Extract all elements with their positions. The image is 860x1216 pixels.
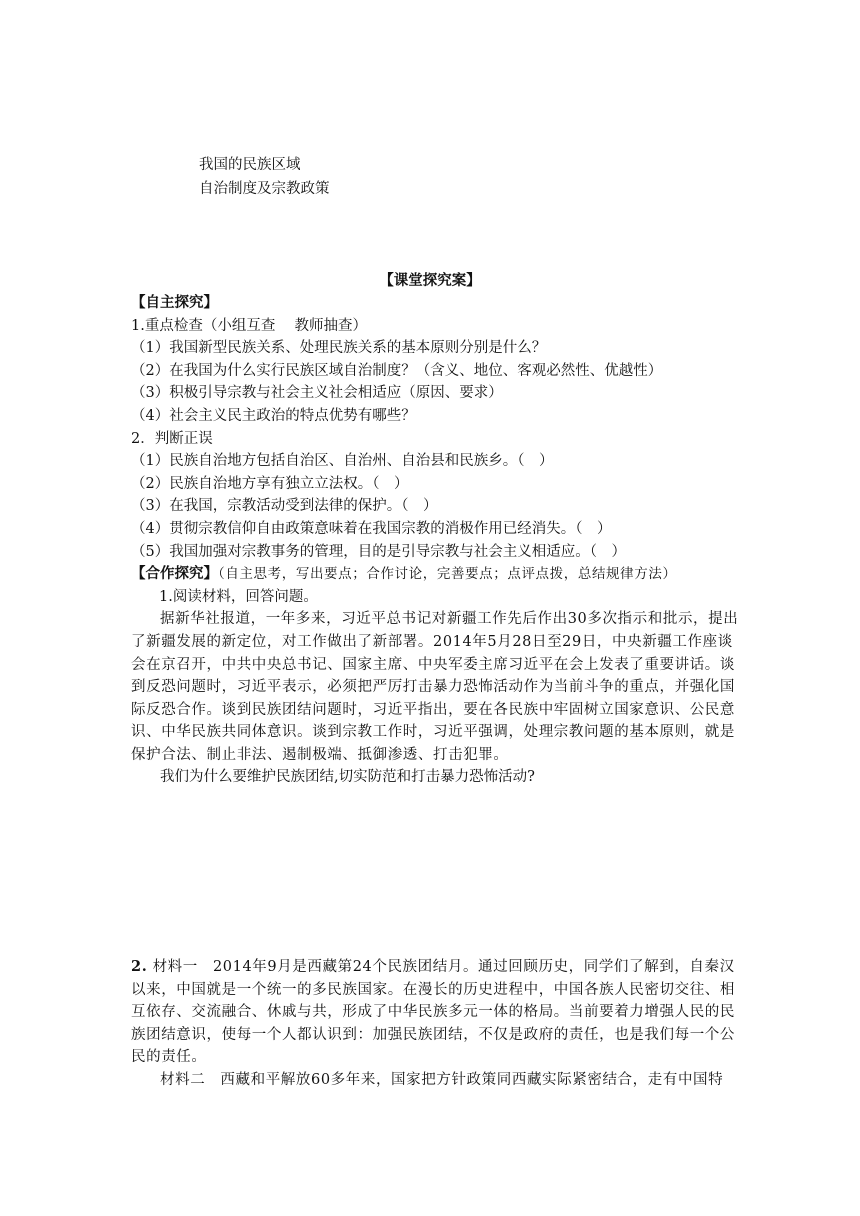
title-line-1: 我国的民族区域 (199, 157, 301, 173)
q1-item: （1）我国新型民族关系、处理民族关系的基本原则分别是什么？ (131, 340, 547, 357)
q1-item: （2）在我国为什么实行民族区域自治制度？（含义、地位、客观必然性、优越性） (131, 362, 663, 379)
coop-heading: 【合作探究】 (131, 565, 218, 583)
coop-item2-material2: 材料二 西藏和平解放60多年来，国家把方针政策同西藏实际紧密结合，走有中国特 (160, 1071, 724, 1088)
q2-item: （4）贯彻宗教信仰自由政策意味着在我国宗教的消极作用已经消失。（ ） (131, 520, 612, 537)
q1-heading: 1.重点检查（小组互查 教师抽查） (131, 317, 367, 334)
coop-item1-material: 据新华社报道，一年多来，习近平总书记对新疆工作先后作出30多次指示和批示，提出了新疆发展的新定位，对工作做出了新部署。2014年5月28日至29日，中央新疆工作座谈会在京召开，中共中央总书记、国家主席、中央军委主席习近平在会上发表了重要讲话。谈到反恐问题时，习近平表示，必须把严厉打击暴力恐怖活动作为当前斗争的重点，并强化国际反恐合作。谈到民族团结问题时，习近平指出，要在各民族中牢固树立国家意识、公民意识、中华民族共同体意识。谈到宗教工作时，习近平强调，处理宗教问题的基本原则，就是保护合法、制止非法、遏制极端、抵御渗透、打击犯罪。 (131, 611, 739, 763)
q2-item: （2）民族自治地方享有独立立法权。（ ） (131, 475, 409, 492)
self-study-heading: 【自主探究】 (131, 294, 218, 311)
coop-item1-question: 我们为什么要维护民族团结,切实防范和打击暴力恐怖活动? (160, 769, 535, 786)
coop-heading-line (131, 563, 741, 586)
coop-item1-label: 1.阅读材料，回答问题。 (159, 588, 318, 605)
class-section-heading: 【课堂探究案】 (379, 272, 481, 289)
coop-item2-material1-text: 材料一 2014年9月是西藏第24个民族团结月。通过回顾历史，同学们了解到，自秦汉以来，中国就是一个统一的多民族国家。在漫长的历史进程中，中国各族人民密切交往、相互依存、交流融合、休戚与共，形成了中华民族多元一体的格局。当前要着力增强人民的民族团结意识，使每一个人都认识到：加强民族团结，不仅是政府的责任，也是我们每一个公民的责任。 (131, 959, 735, 1066)
coop-heading-note: （自主思考，写出要点；合作讨论，完善要点；点评点拨，总结规律方法） (218, 566, 677, 583)
q2-heading: 2．判断正误 (131, 430, 213, 447)
q1-item: （4）社会主义民主政治的特点优势有哪些？ (131, 407, 416, 424)
coop-item2-label: 2. (131, 958, 148, 975)
q2-item: （1）民族自治地方包括自治区、自治州、自治县和民族乡。（ ） (131, 453, 554, 470)
coop-item2-material1 (131, 956, 741, 1069)
coop-item2-section (131, 956, 741, 1092)
q1-item: （3）积极引导宗教与社会主义社会相适应（原因、要求） (131, 385, 503, 402)
title-line-2: 自治制度及宗教政策 (199, 181, 330, 197)
document-title (199, 153, 330, 201)
q2-item: （3）在我国，宗教活动受到法律的保护。（ ） (131, 498, 438, 515)
q2-item: （5）我国加强对宗教事务的管理，目的是引导宗教与社会主义相适应。（ ） (131, 543, 626, 560)
self-study-section (131, 292, 741, 789)
